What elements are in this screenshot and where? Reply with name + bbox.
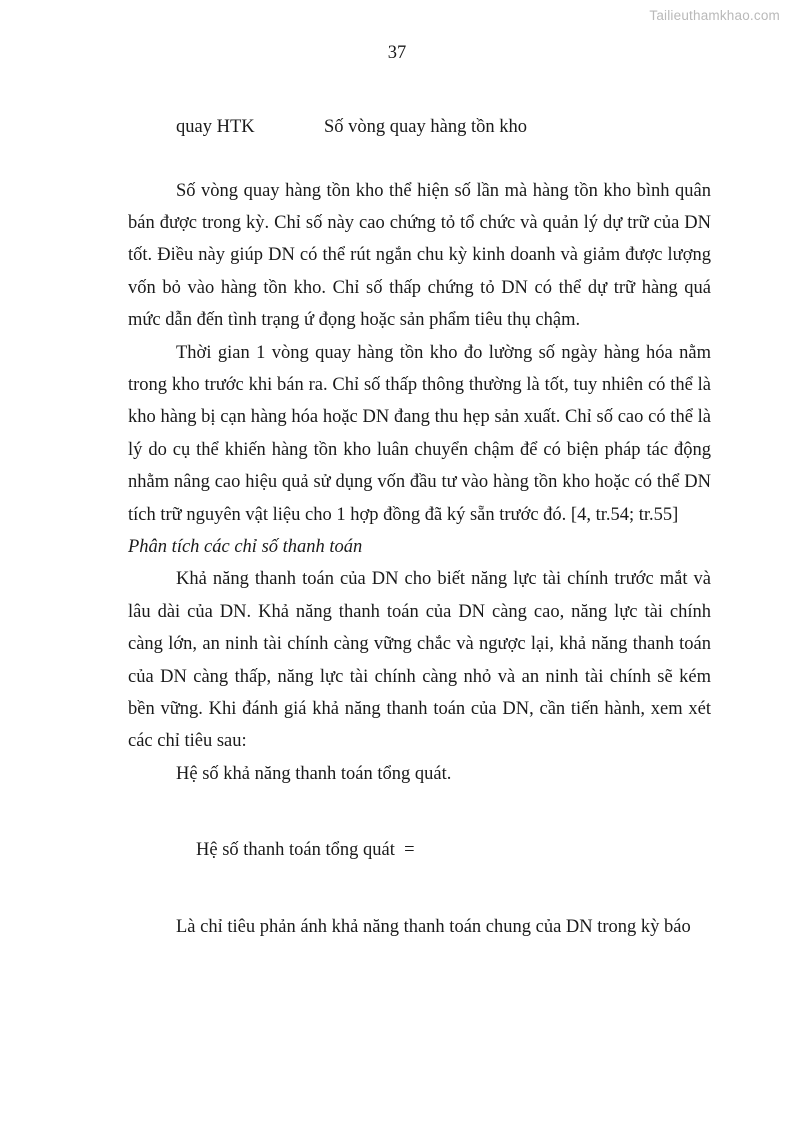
formula-general-solvency-ratio: Hệ số thanh toán tổng quát = xyxy=(196,840,415,861)
page-content xyxy=(128,118,711,943)
paragraph-solvency-definition: Là chỉ tiêu phản ánh khả năng thanh toán chung của DN trong kỳ báo xyxy=(176,916,691,937)
list-item-general-solvency-ratio: Hệ số khả năng thanh toán tổng quát. xyxy=(176,763,452,784)
formula-header-row xyxy=(128,118,711,137)
formula-header-left-label: quay HTK xyxy=(176,117,255,137)
paragraph-inventory-days: Thời gian 1 vòng quay hàng tồn kho đo lường số ngày hàng hóa nằm trong kho trước khi bán ra. Chỉ số thấp thông thường là tốt, tuy nhiên có thể là kho hàng bị cạn hàng hóa hoặc DN đang thu hẹp sản xuất. Chỉ số cao có thể là lý do cụ thể khiến hàng tồn kho luân chuyển chậm để có biện pháp tác động nhằm nâng cao hiệu quả sử dụng vốn đầu tư vào hàng tồn kho hoặc có thể DN tích trữ nguyên vật liệu cho 1 hợp đồng đã ký sẵn trước đó. [4, tr.54; tr.55] xyxy=(128,342,711,525)
paragraph-solvency-overview: Khả năng thanh toán của DN cho biết năng lực tài chính trước mắt và lâu dài của DN. Khả năng thanh toán của DN càng cao, năng lực tài chính càng lớn, an ninh tài chính càng vững chắc và ngược lại, khả năng thanh toán của DN càng thấp, năng lực tài chính càng nhỏ và an ninh tài chính sẽ kém bền vững. Khi đánh giá khả năng thanh toán của DN, cần tiến hành, xem xét các chỉ tiêu sau: xyxy=(128,569,711,752)
page-number: 37 xyxy=(387,43,407,63)
spacer-after-formula xyxy=(128,867,711,911)
spacer-before-formula xyxy=(128,790,711,834)
formula-header-right-label: Số vòng quay hàng tồn kho xyxy=(324,117,527,137)
paragraph-inventory-turnover: Số vòng quay hàng tồn kho thể hiện số lần mà hàng tồn kho bình quân bán được trong kỳ. Chỉ số này cao chứng tỏ tổ chức và quản lý dự trữ của DN tốt. Điều này giúp DN có thể rút ngắn chu kỳ kinh doanh và giảm được lượng vốn bỏ vào hàng tồn kho. Chỉ số thấp chứng tỏ DN có thể dự trữ hàng quá mức dẫn đến tình trạng ứ đọng hoặc sản phẩm tiêu thụ chậm. xyxy=(128,180,711,331)
spacer-after-formula-header xyxy=(128,137,711,175)
section-heading-liquidity-ratios: Phân tích các chỉ số thanh toán xyxy=(128,536,363,557)
watermark-text: Tailieuthamkhao.com xyxy=(649,8,780,23)
